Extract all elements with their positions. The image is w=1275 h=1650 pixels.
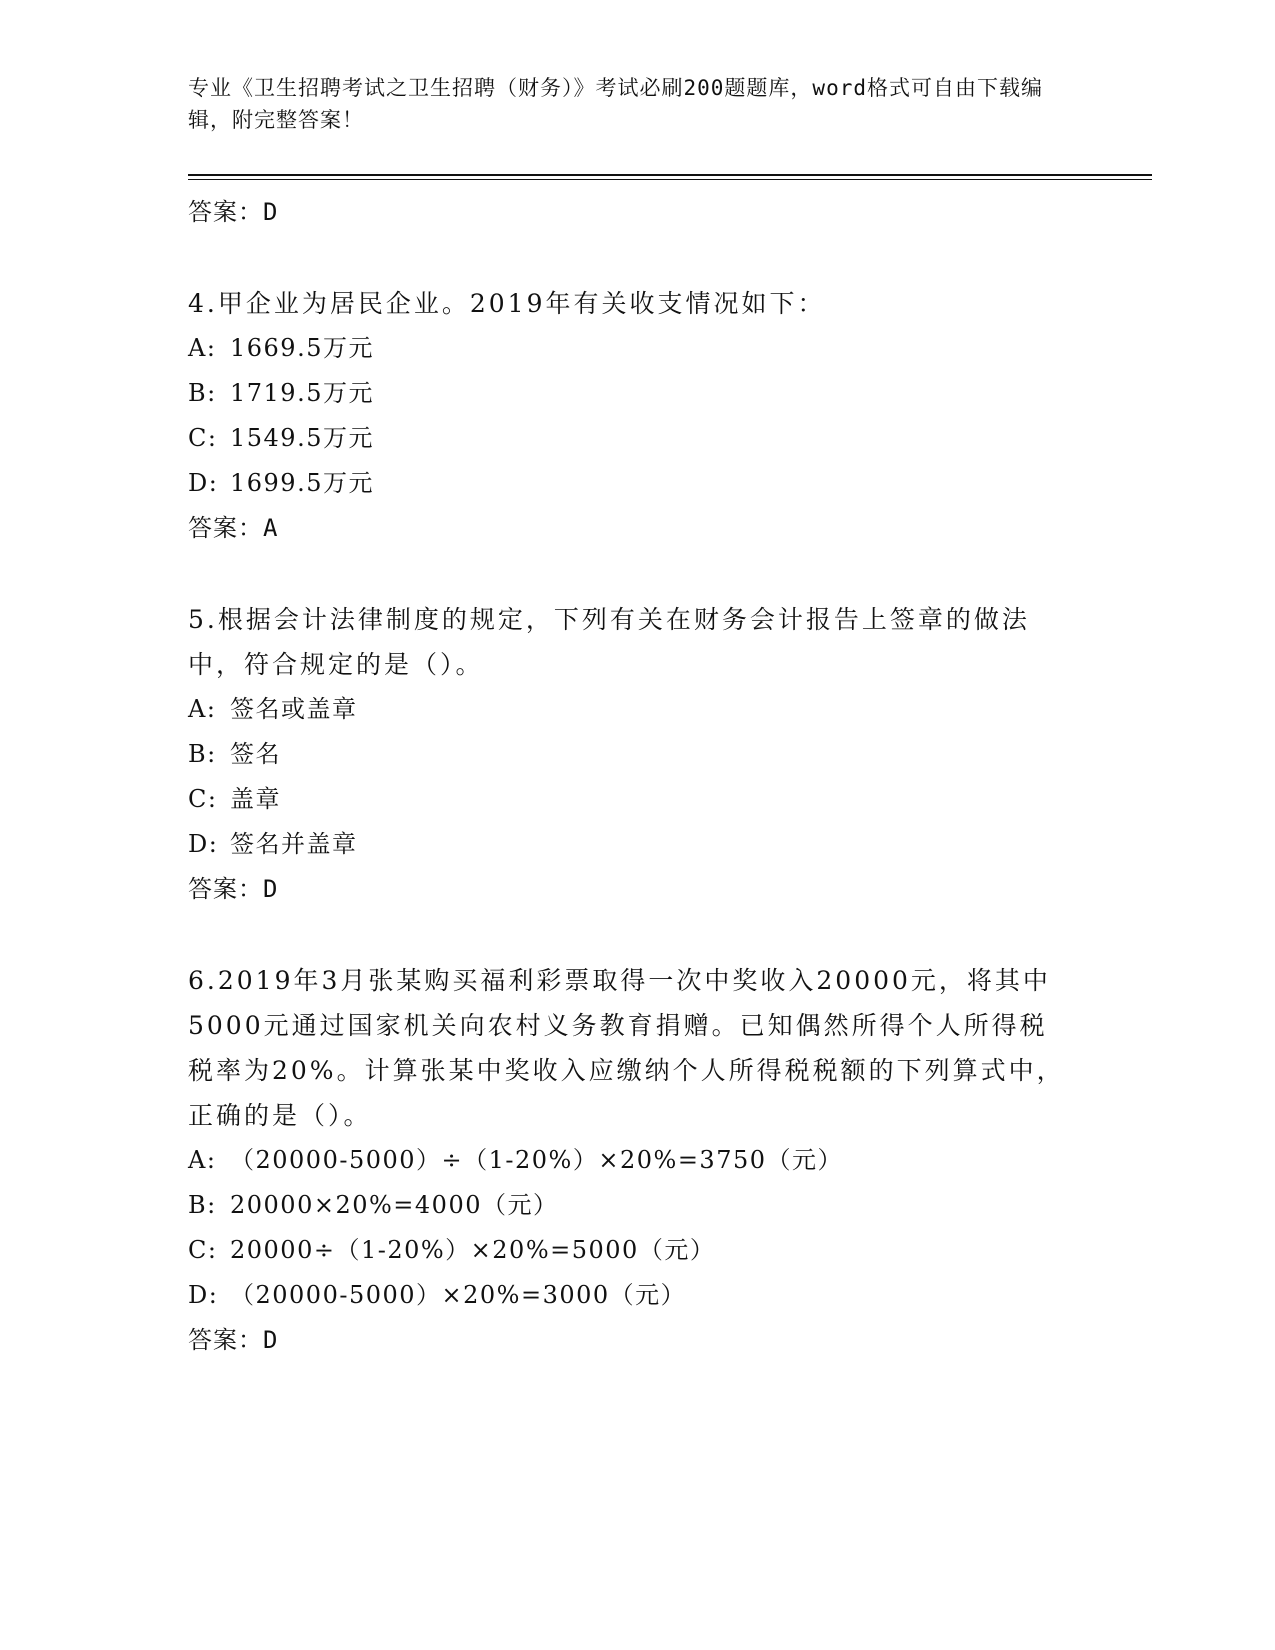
option-c xyxy=(188,777,1068,822)
header-divider-thick xyxy=(188,174,1152,176)
option-text: 签名 xyxy=(230,740,281,768)
option-text: （20000-5000）×20%=3000（元） xyxy=(230,1281,687,1309)
option-key: A: xyxy=(188,695,217,723)
option-key: D: xyxy=(188,830,219,858)
option-a xyxy=(188,687,1068,732)
option-c xyxy=(188,416,1068,461)
option-b xyxy=(188,1183,1068,1228)
option-text: 1719.5万元 xyxy=(230,379,374,407)
option-text: 1549.5万元 xyxy=(230,424,374,452)
question-stem: 4.甲企业为居民企业。2019年有关收支情况如下： xyxy=(188,289,826,318)
option-text: 盖章 xyxy=(230,785,281,813)
question-5 xyxy=(188,597,1068,912)
header-divider-thin xyxy=(188,179,1152,180)
option-text: 签名或盖章 xyxy=(230,695,358,723)
option-text: 1669.5万元 xyxy=(230,334,374,362)
option-key: C: xyxy=(188,1236,218,1264)
option-text: （20000-5000）÷（1-20%）×20%=3750（元） xyxy=(230,1146,844,1174)
option-text: 20000÷（1-20%）×20%=5000（元） xyxy=(230,1236,716,1264)
document-header: 专业《卫生招聘考试之卫生招聘（财务）》考试必刷200题题库，word格式可自由下载编辑，附完整答案！ xyxy=(188,76,1043,132)
option-key: B: xyxy=(188,740,217,768)
option-d xyxy=(188,1273,1068,1318)
question-stem: 5.根据会计法律制度的规定，下列有关在财务会计报告上签章的做法中，符合规定的是（）。 xyxy=(188,605,1030,679)
previous-answer: 答案：D xyxy=(188,198,279,226)
option-text: 20000×20%=4000（元） xyxy=(230,1191,559,1219)
answer-line: 答案：D xyxy=(188,875,279,903)
option-key: B: xyxy=(188,1191,217,1219)
option-d xyxy=(188,822,1068,867)
option-c xyxy=(188,1228,1068,1273)
option-key: C: xyxy=(188,785,218,813)
option-a xyxy=(188,326,1068,371)
option-key: A: xyxy=(188,1146,217,1174)
question-4 xyxy=(188,281,1068,551)
answer-line: 答案：A xyxy=(188,514,279,542)
option-key: D: xyxy=(188,1281,219,1309)
option-key: A: xyxy=(188,334,217,362)
option-b xyxy=(188,732,1068,777)
question-6 xyxy=(188,958,1068,1363)
option-key: D: xyxy=(188,469,219,497)
option-text: 1699.5万元 xyxy=(230,469,374,497)
option-key: C: xyxy=(188,424,218,452)
question-list xyxy=(188,190,1068,1363)
question-stem: 6.2019年3月张某购买福利彩票取得一次中奖收入20000元，将其中5000元通过国家机关向农村义务教育捐赠。已知偶然所得个人所得税税率为20%。计算张某中奖收入应缴纳个人所得税税额的下列算式中，正确的是（）。 xyxy=(188,966,1065,1130)
option-key: B: xyxy=(188,379,217,407)
option-a xyxy=(188,1138,1068,1183)
answer-line: 答案：D xyxy=(188,1326,279,1354)
option-b xyxy=(188,371,1068,416)
option-text: 签名并盖章 xyxy=(230,830,358,858)
option-d xyxy=(188,461,1068,506)
